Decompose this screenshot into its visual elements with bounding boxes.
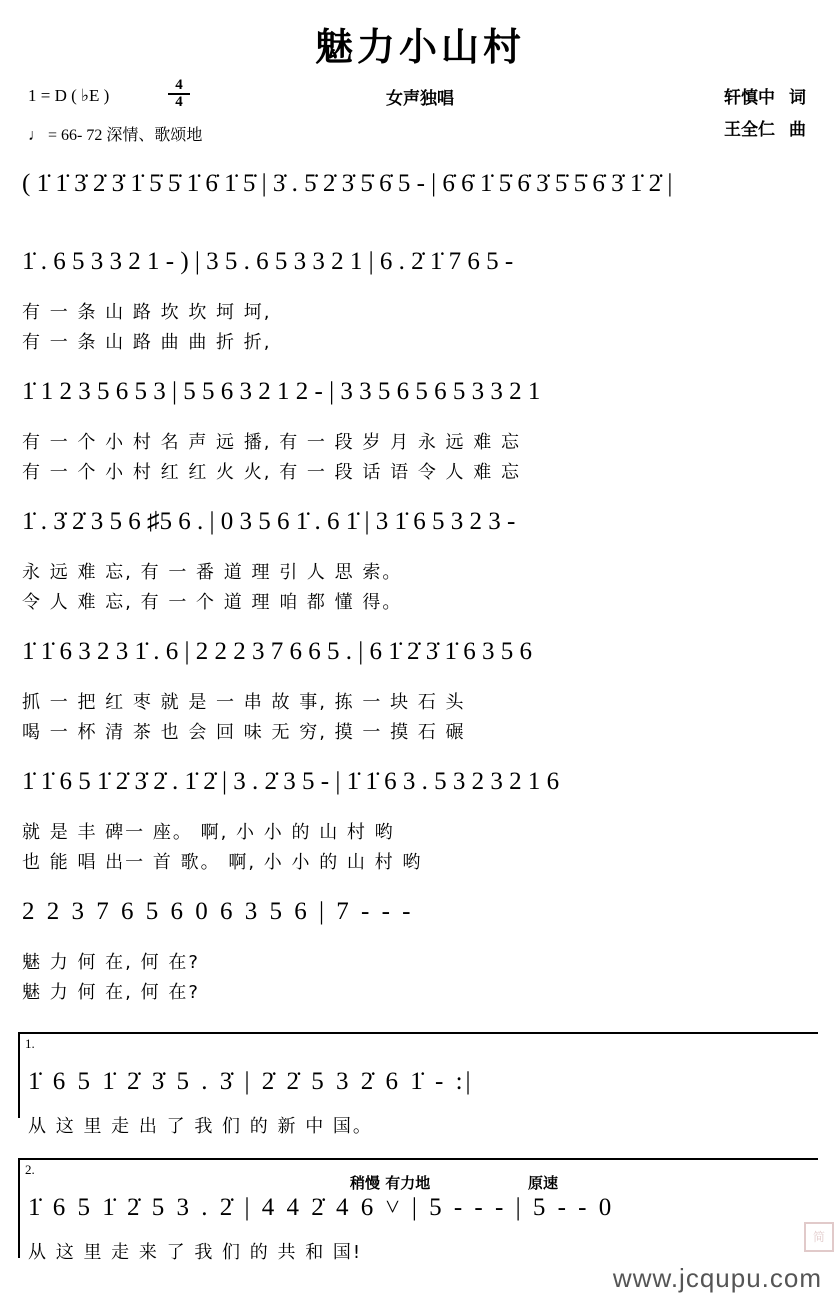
notation-line: 1̇ 6 5 1̇ 2̇ 3̇ 5 . 3̇ | 2̇ 2̇ 5 3 2̇ 6 1̇ - :| (28, 1068, 474, 1095)
music-row (22, 898, 818, 1002)
lyric-line-1: 有 一 个 小 村 名 声 远 播, 有 一 段 岁 月 永 远 难 忘 (22, 432, 521, 453)
seal-stamp: 简 (804, 1222, 834, 1252)
volta-bracket-1 (18, 1032, 818, 1137)
lyricist-name: 轩慎中 (724, 88, 775, 108)
music-row (22, 638, 818, 742)
lyric-line-2: 令 人 难 忘, 有 一 个 道 理 咱 都 懂 得。 (22, 592, 403, 613)
music-row (22, 248, 818, 352)
lyric-line-2: 魅 力 何 在, 何 在? (22, 982, 200, 1003)
credits (724, 82, 806, 147)
notation-line: 1̇ . 3̇ 2̇ 3 5 6 ♯5 6 . | 0 3 5 6 1̇ . 6 1̇ | 3 1̇ 6 5 3 2 3 - (22, 508, 516, 535)
lyric-line-1: 抓 一 把 红 枣 就 是 一 串 故 事, 拣 一 块 石 头 (22, 692, 466, 713)
lyric-line-1: 永 远 难 忘, 有 一 番 道 理 引 人 思 索。 (22, 562, 403, 583)
notation-line: 1̇ 1̇ 6 3 2 3 1̇ . 6 | 2 2 2 3 7 6 6 5 . | 6 1̇ 2̇ 3̇ 1̇ 6 3 5 6 (22, 638, 533, 665)
lyric-line-1: 从 这 里 走 来 了 我 们 的 共 和 国! (28, 1242, 363, 1263)
lyric-line-1: 有 一 条 山 路 坎 坎 坷 坷, (22, 302, 272, 323)
music-row (22, 768, 818, 872)
composer-role: 曲 (789, 120, 806, 141)
notation-line: 1̇ 1̇ 6 5 1̇ 2̇ 3̇ 2̇ . 1̇ 2̇ | 3 . 2̇ 3 5 - | 1̇ 1̇ 6 3 . 5 3 2 3 2 1 6 (22, 768, 560, 795)
time-signature-numerator: 4 (175, 77, 183, 93)
volta-label: 2. (25, 1162, 35, 1177)
lyric-line-2: 喝 一 杯 清 茶 也 会 回 味 无 穷, 摸 一 摸 石 碾 (22, 722, 466, 743)
music-row (22, 508, 818, 612)
voice-type-label: 女声独唱 (386, 89, 454, 109)
composer-line (724, 114, 806, 146)
notation-line: 1̇ 1 2 3 5 6 5 3 | 5 5 6 3 2 1 2 - | 3 3 5 6 5 6 5 3 3 2 1 (22, 378, 541, 405)
lyricist-line (724, 82, 806, 114)
lyric-line-1: 魅 力 何 在, 何 在? (22, 952, 200, 973)
expression-marking-a-tempo: 原速 (528, 1174, 559, 1192)
music-row (22, 378, 818, 482)
notation-line: 1̇ 6 5 1̇ 2̇ 5 3 . 2̇ | 4 4 2̇ 4 6 ˅ | 5 - - - | 5 - - 0 (28, 1194, 615, 1221)
volta-label: 1. (25, 1036, 35, 1051)
lyric-line-2: 有 一 条 山 路 曲 曲 折 折, (22, 332, 272, 353)
lyric-line-2: 也 能 唱 出一 首 歌。 啊, 小 小 的 山 村 哟 (22, 852, 423, 873)
key-signature: 1 = D ( ♭E ) (28, 86, 110, 105)
composer-name: 王全仁 (724, 120, 775, 141)
notation-line: ( 1̇ 1̇ 3̇ 2̇ 3̇ 1̇ 5̇ 5̇ 1̇ 6̇ 1̇ 5̇ | 3̇ . 5̇ 2̇ 3̇ 5̇ 6̇ 5 - | 6̇ 6̇ 1̇ 5̇ 6̇ 3̇ 5̇ 5̇ 6̇ 3̇ 1̇ 2̇ | (22, 170, 673, 197)
expression-marking-slower: 稍慢 有力地 (350, 1174, 431, 1192)
website-url: www.jcqupu.com (612, 1263, 822, 1293)
time-signature-denominator: 4 (168, 93, 190, 110)
lyric-line-2: 有 一 个 小 村 红 红 火 火, 有 一 段 话 语 令 人 难 忘 (22, 462, 521, 483)
notation-line: 1̇ . 6 5 3 3 2 1 - ) | 3 5 . 6 5 3 3 2 1 | 6 . 2̇ 1̇ 7 6 5 - (22, 248, 514, 275)
tempo-marking: ♩ = 66- 72 深情、歌颂地 (28, 127, 203, 144)
lyric-line-1: 就 是 丰 碑一 座。 啊, 小 小 的 山 村 哟 (22, 822, 395, 843)
volta-bracket-2 (18, 1158, 818, 1263)
lyricist-role: 词 (789, 88, 806, 108)
lyric-line-1: 从 这 里 走 出 了 我 们 的 新 中 国。 (28, 1116, 373, 1137)
page-title: 魅力小山村 (314, 25, 525, 69)
notation-line: 2 2 3 7 6 5 6 0 6 3 5 6 | 7 - - - (22, 898, 414, 925)
